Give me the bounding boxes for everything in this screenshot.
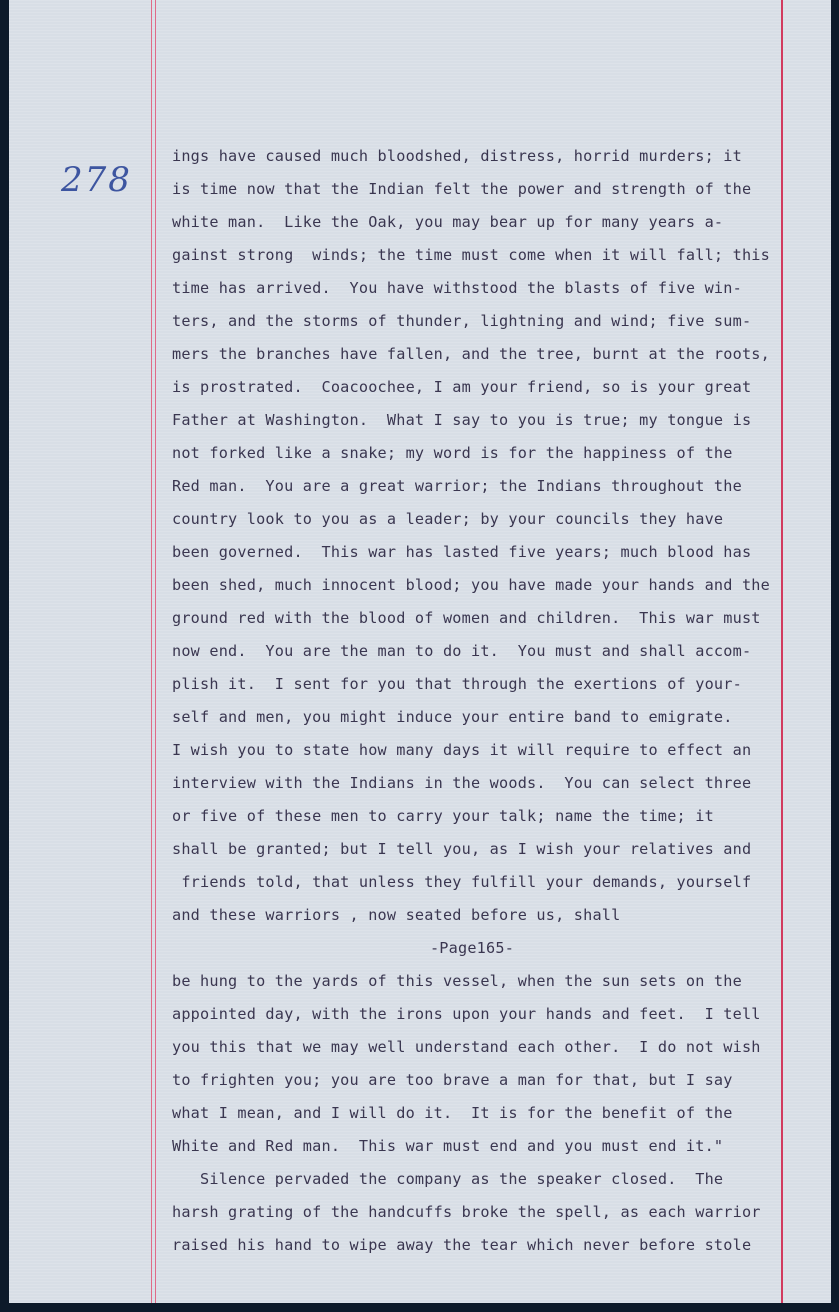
handwritten-folio-number: 278	[61, 160, 132, 200]
text-line: be hung to the yards of this vessel, when the sun sets on the	[172, 972, 742, 990]
text-line: and these warriors , now seated before us, shall	[172, 906, 621, 924]
text-line: plish it. I sent for you that through the exertions of your-	[172, 675, 742, 693]
text-line: now end. You are the man to do it. You must and shall accom-	[172, 642, 752, 660]
text-line: friends told, that unless they fulfill your demands, yourself	[172, 873, 752, 891]
text-line: not forked like a snake; my word is for the happiness of the	[172, 444, 733, 462]
text-line: ground red with the blood of women and children. This war must	[172, 609, 761, 627]
typescript-page	[9, 0, 831, 1303]
text-line: to frighten you; you are too brave a man for that, but I say	[172, 1071, 733, 1089]
text-line: mers the branches have fallen, and the tree, burnt at the roots,	[172, 345, 770, 363]
text-line: I wish you to state how many days it will require to effect an	[172, 741, 752, 759]
text-line: White and Red man. This war must end and you must end it."	[172, 1137, 724, 1155]
text-line: ings have caused much bloodshed, distress, horrid murders; it	[172, 147, 742, 165]
text-line: been governed. This war has lasted five years; much blood has	[172, 543, 752, 561]
text-line: is prostrated. Coacoochee, I am your friend, so is your great	[172, 378, 752, 396]
text-line: gainst strong winds; the time must come when it will fall; this	[172, 246, 770, 264]
text-line: ters, and the storms of thunder, lightning and wind; five sum-	[172, 312, 752, 330]
text-line: white man. Like the Oak, you may bear up for many years a-	[172, 213, 724, 231]
margin-rule-left	[151, 0, 152, 1303]
text-line: shall be granted; but I tell you, as I wish your relatives and	[172, 840, 752, 858]
text-line: interview with the Indians in the woods. You can select three	[172, 774, 752, 792]
typed-text-body	[172, 140, 831, 1262]
margin-rule-left-inner	[155, 0, 156, 1303]
text-line: is time now that the Indian felt the power and strength of the	[172, 180, 752, 198]
text-line: raised his hand to wipe away the tear which never before stole	[172, 1236, 752, 1254]
text-line: Silence pervaded the company as the speaker closed. The	[172, 1170, 724, 1188]
text-line: or five of these men to carry your talk; name the time; it	[172, 807, 714, 825]
text-line: country look to you as a leader; by your councils they have	[172, 510, 724, 528]
text-line: harsh grating of the handcuffs broke the spell, as each warrior	[172, 1203, 761, 1221]
text-line: you this that we may well understand each other. I do not wish	[172, 1038, 761, 1056]
page-number-marker: -Page165-	[429, 939, 515, 957]
text-line: appointed day, with the irons upon your hands and feet. I tell	[172, 1005, 761, 1023]
text-line: time has arrived. You have withstood the blasts of five win-	[172, 279, 742, 297]
text-line: self and men, you might induce your entire band to emigrate.	[172, 708, 733, 726]
text-line: what I mean, and I will do it. It is for the benefit of the	[172, 1104, 733, 1122]
text-line: Red man. You are a great warrior; the Indians throughout the	[172, 477, 742, 495]
text-line: Father at Washington. What I say to you is true; my tongue is	[172, 411, 752, 429]
text-line: been shed, much innocent blood; you have made your hands and the	[172, 576, 770, 594]
